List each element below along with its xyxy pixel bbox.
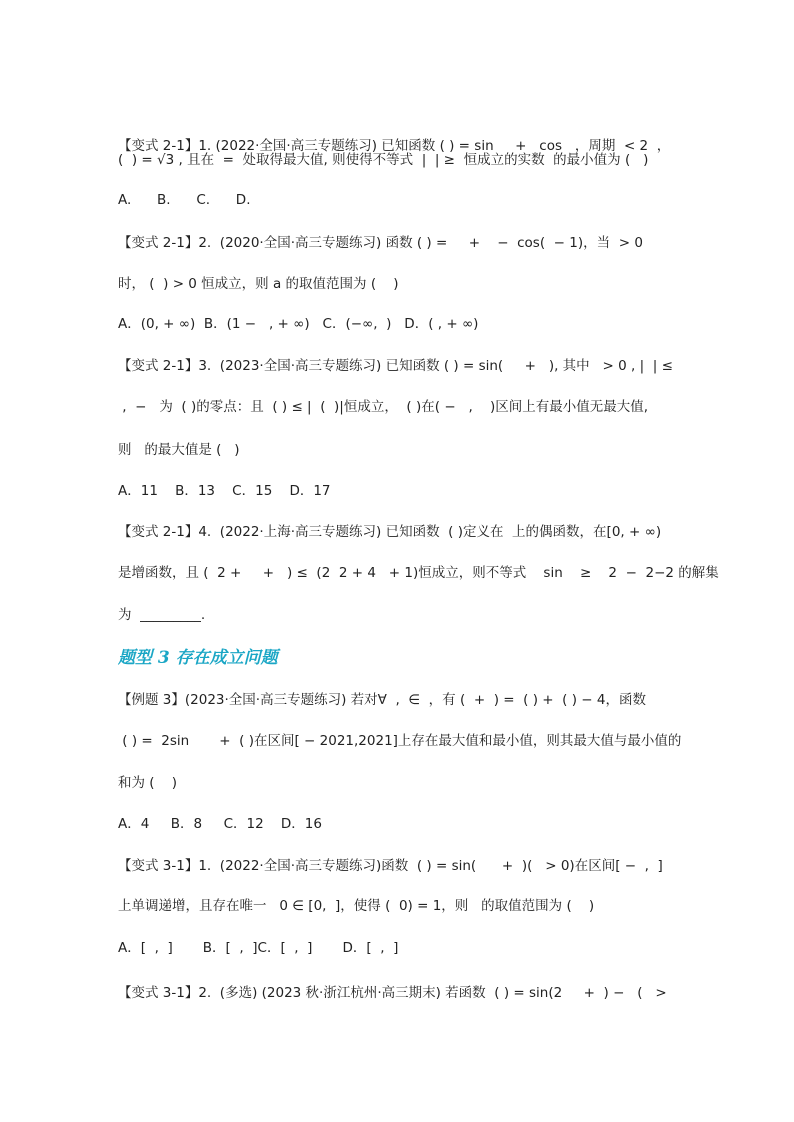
section-title: 题型 3 存在成立问题 xyxy=(118,648,278,668)
line-8: , − 为 ( )的零点：且 ( ) ≤ | ( )|恒成立， ( )在( − , )区间上有最小值无最大值, xyxy=(118,399,649,415)
line-16: 和为 ( ) xyxy=(118,775,177,791)
line-7: 【变式 2-1】3. (2023·全国·高三专题练习) 已知函数 ( ) = sin( + ), 其中 > 0 , | | ≤ xyxy=(118,358,673,374)
line-15: ( ) = 2sin + ( )在区间[ − 2021,2021]上存在最大值和最小值，则其最大值与最小值的 xyxy=(118,733,682,749)
line-10: A．11 B．13 C．15 D．17 xyxy=(118,483,331,499)
line-19: 上单调递增，且存在唯一 0 ∈ [0, ]，使得 ( 0) = 1，则 的取值范围为 ( ) xyxy=(118,898,595,914)
line-2: ( ) = √3 , 且在 = 处取得最大值, 则使得不等式 | | ≥ 恒成立的实数 的最小值为 ( ) xyxy=(118,152,649,168)
line-9: 则 的最大值是 ( ) xyxy=(118,442,240,458)
line-13: 为 _________. xyxy=(118,607,206,623)
line-20: A．[ , ] B．[ , ]C．[ , ] D．[ , ] xyxy=(118,940,399,956)
line-1: 【变式 2-1】1. (2022·全国·高三专题练习) 已知函数 ( ) = sin + cos ，周期 < 2 ， xyxy=(118,138,671,154)
line-14: 【例题 3】(2023·全国·高三专题练习) 若对∀ , ∈ ，有 ( + ) = ( ) + ( ) − 4，函数 xyxy=(118,692,646,708)
line-11: 【变式 2-1】4. (2022·上海·高三专题练习) 已知函数 ( )定义在 上的偶函数，在[0, + ∞) xyxy=(118,524,662,540)
line-21: 【变式 3-1】2. (多选) (2023 秋·浙江杭州·高三期末) 若函数 ( ) = sin(2 + ) − ( > xyxy=(118,985,667,1001)
line-17: A．4 B．8 C．12 D．16 xyxy=(118,816,322,832)
line-6: A．(0, + ∞) B．(1 − , + ∞) C．(−∞, ) D．( , + ∞) xyxy=(118,316,479,332)
line-12: 是增函数，且 ( 2 + + ) ≤ (2 2 + 4 + 1)恒成立，则不等式 sin ≥ 2 − 2−2 的解集 xyxy=(118,565,719,581)
line-3: A. B. C. D. xyxy=(118,192,251,208)
line-5: 时， ( ) > 0 恒成立，则 a 的取值范围为 ( ) xyxy=(118,276,399,292)
line-4: 【变式 2-1】2. (2020·全国·高三专题练习) 函数 ( ) = + − cos( − 1)，当 > 0 xyxy=(118,235,643,251)
line-18: 【变式 3-1】1. (2022·全国·高三专题练习)函数 ( ) = sin( + )( > 0)在区间[ − , ] xyxy=(118,858,663,874)
